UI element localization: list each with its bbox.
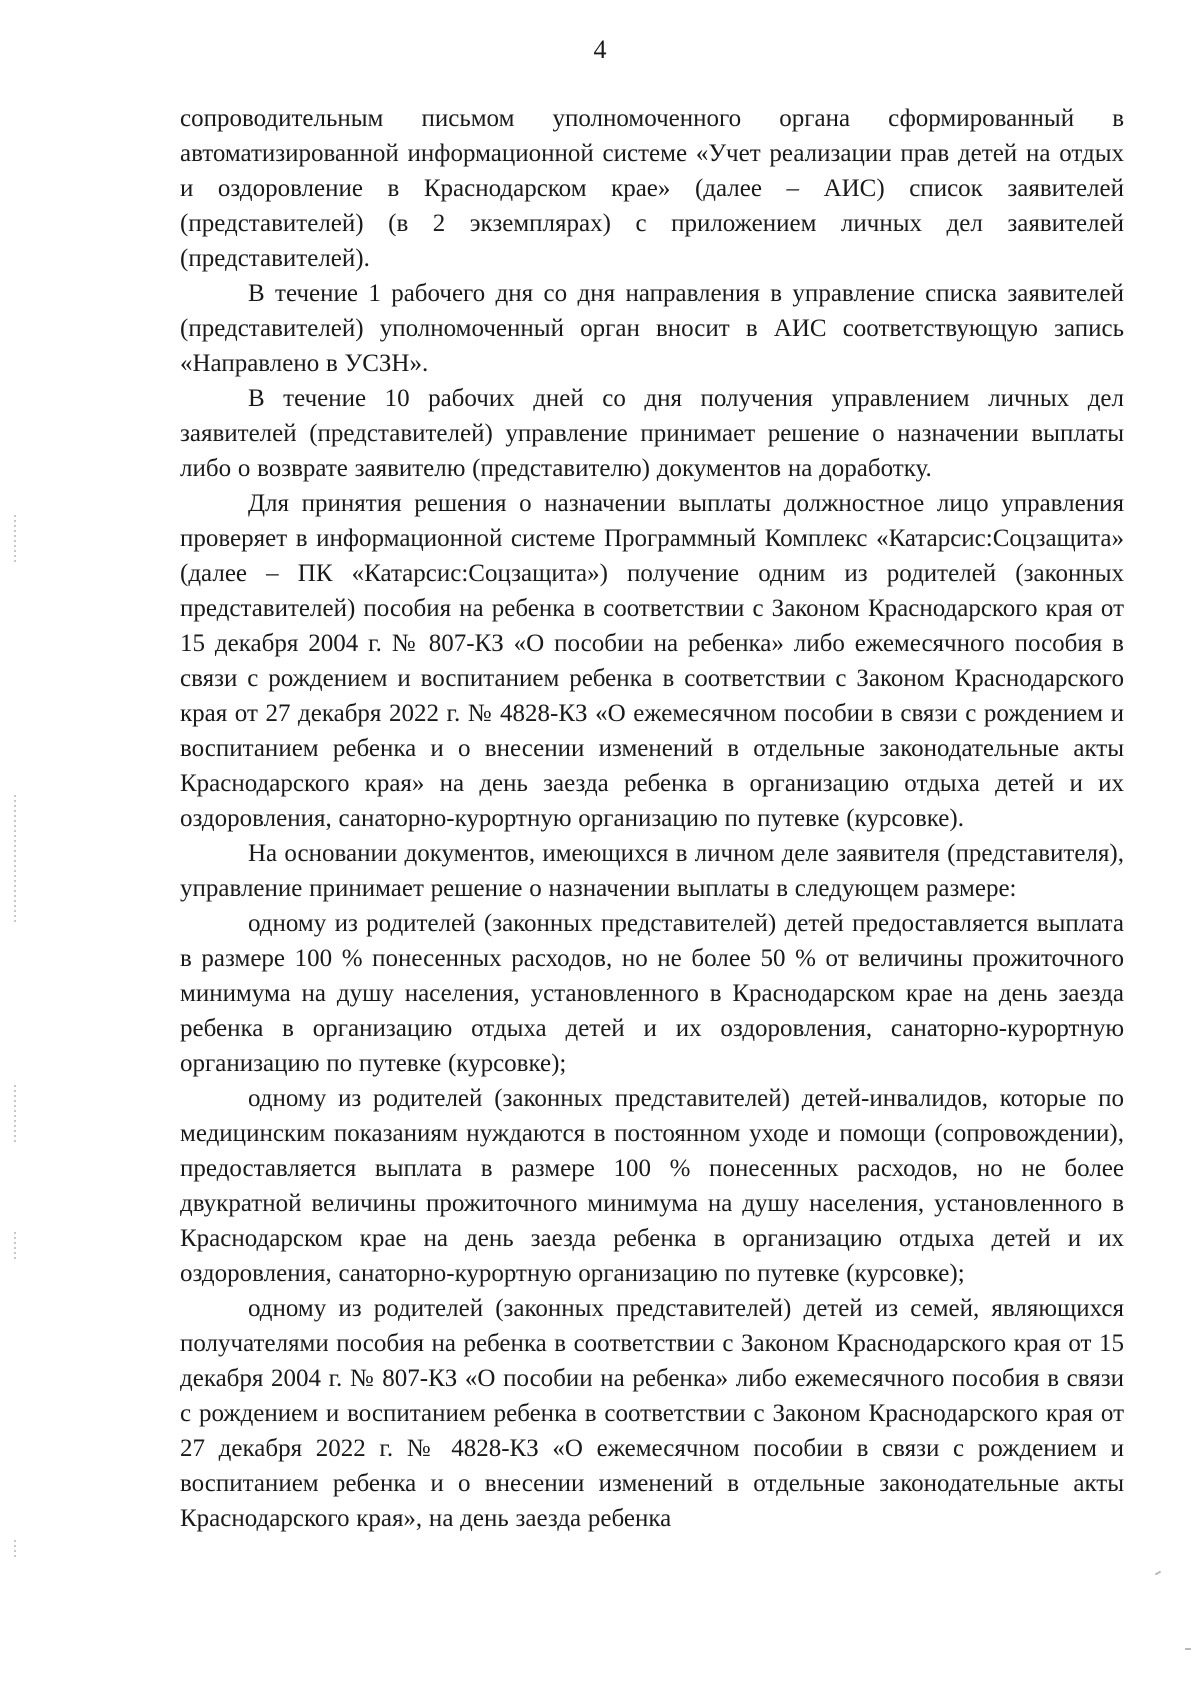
scan-margin-mark: [14, 1540, 16, 1558]
paragraph-payment-benefit-recipients: одному из родителей (законных представителей) детей из семей, являющихся получателями пособия на ребенка в соответствии с Законом Краснодарского края от 15 декабря 2004 г. № 807-КЗ «О пособии на ребенка» либо ежемесячного пособия в связи с рождением и воспитанием ребенка в соответствии с Законом Краснодарского края от 27 декабря 2022 г. № 4828-КЗ «О ежемесячном пособии в связи с рождением и воспитанием ребенка и о внесении изменений в отдельные законодательные акты Краснодарского края», на день заезда ребенка: [180, 1295, 1124, 1532]
page-number: 4: [593, 35, 607, 64]
paragraph-payment-disabled-children: одному из родителей (законных представителей) детей-инвалидов, которые по медицинским показаниям нуждаются в постоянном уходе и помощи (сопровождении), предоставляется выплата в размере 100 % понесенных расходов, но не более двукратной величины прожиточного минимума на душу населения, установленного в Краснодарском крае на день заезда ребенка в организацию отдыха детей и их оздоровления, санаторно-курортную организацию по путевке (курсовке);: [180, 1085, 1124, 1287]
scan-margin-mark: [14, 795, 16, 925]
scan-margin-mark: [14, 1085, 16, 1145]
scan-speck: [1185, 1648, 1191, 1650]
scan-speck: [1155, 1571, 1161, 1576]
paragraph-payment-basis: На основании документов, имеющихся в личном деле заявителя (представителя), управление принимает решение о назначении выплаты в следующем размере:: [180, 840, 1124, 902]
paragraph-payment-parents: одному из родителей (законных представителей) детей предоставляется выплата в размере 100 % понесенных расходов, но не более 50 % от величины прожиточного минимума на душу населения, установленного в Краснодарском крае на день заезда ребенка в организацию отдыха детей и их оздоровления, санаторно-курортную организацию по путевке (курсовке);: [180, 910, 1124, 1077]
paragraph-cover-letter: сопроводительным письмом уполномоченного органа сформированный в автоматизированной информационной системе «Учет реализации прав детей на отдых и оздоровление в Краснодарском крае» (далее – АИС) список заявителей (представителей) (в 2 экземплярах) с приложением личных дел заявителей (представителей).: [180, 105, 1124, 272]
paragraph-katarsis-check: Для принятия решения о назначении выплаты должностное лицо управления проверяет в информационной системе Программный Комплекс «Катарсис:Соцзащита» (далее – ПК «Катарсис:Соцзащита») получение одним из родителей (законных представителей) пособия на ребенка в соответствии с Законом Краснодарского края от 15 декабря 2004 г. № 807-КЗ «О пособии на ребенка» либо ежемесячного пособия в связи с рождением и воспитанием ребенка в соответствии с Законом Краснодарского края от 27 декабря 2022 г. № 4828-КЗ «О ежемесячном пособии в связи с рождением и воспитанием ребенка и о внесении изменений в отдельные законодательные акты Краснодарского края» на день заезда ребенка в организацию отдыха детей и их оздоровления, санаторно-курортную организацию по путевке (курсовке).: [180, 490, 1124, 832]
paragraph-decision-deadline: В течение 10 рабочих дней со дня получения управлением личных дел заявителей (представителей) управление принимает решение о назначении выплаты либо о возврате заявителю (представителю) документов на доработку.: [180, 385, 1124, 482]
scan-margin-mark: [14, 515, 16, 565]
paragraph-ais-record: В течение 1 рабочего дня со дня направления в управление списка заявителей (представителей) уполномоченный орган вносит в АИС соответствующую запись «Направлено в УСЗН».: [180, 280, 1124, 377]
document-body: [180, 101, 1124, 1536]
scan-margin-mark: [14, 1232, 16, 1262]
